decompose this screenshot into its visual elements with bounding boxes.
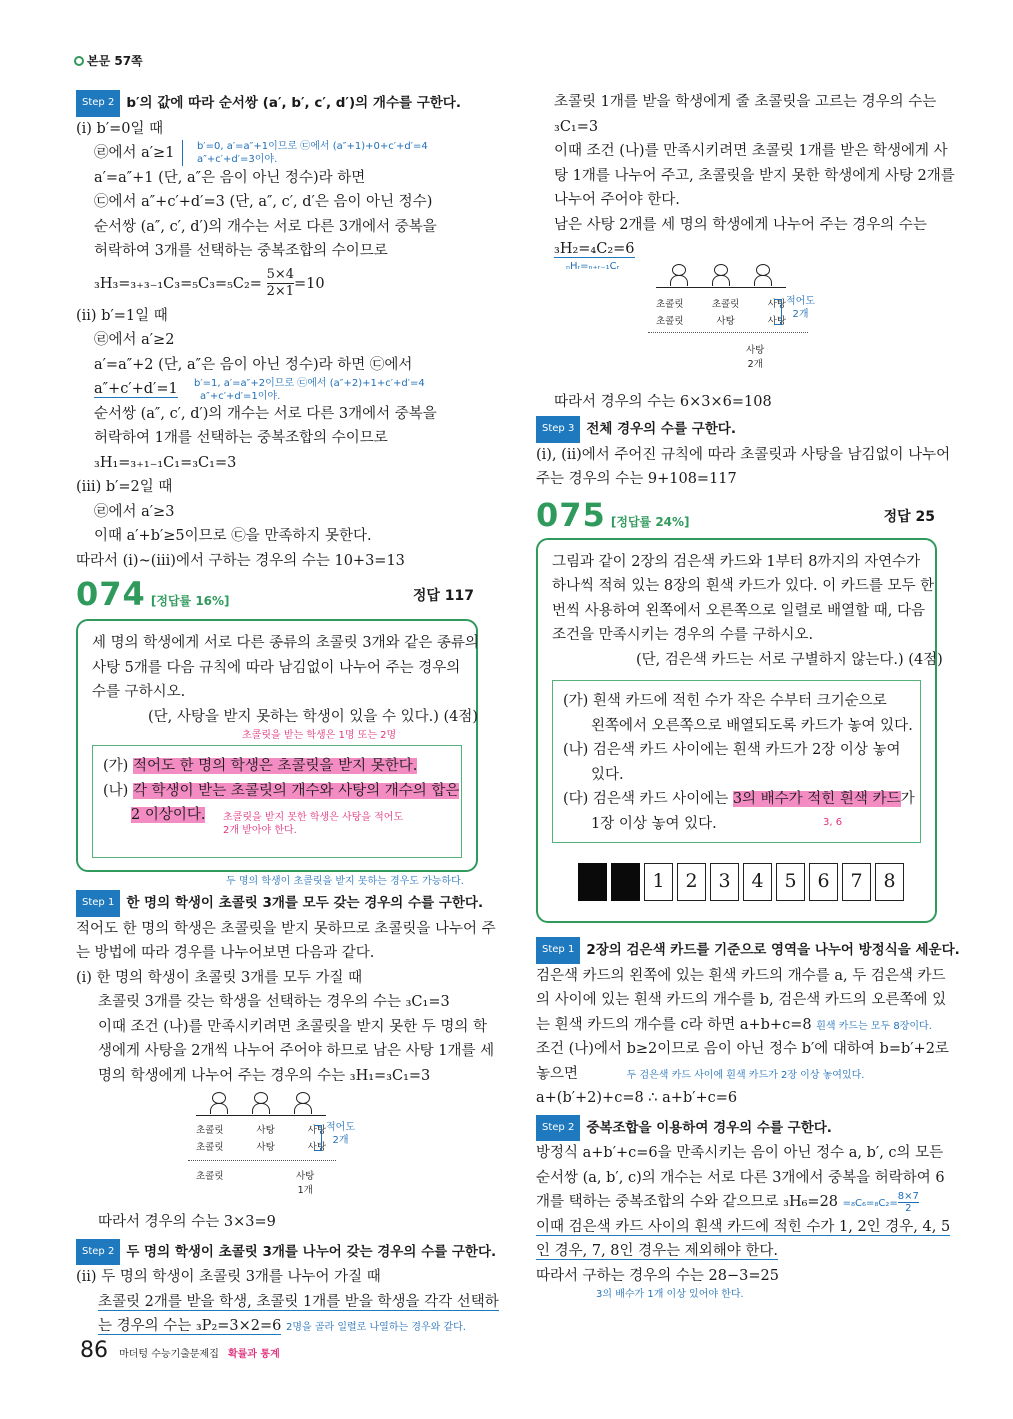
s1-line: 는 방법에 따라 경우를 나누어보면 다음과 같다.	[76, 945, 375, 961]
case2-line3: a″+c′+d′=1 b′=1, a′=a″+2이므로 ㉢에서 (a″+2)+1+c′+d′=4 a″+c′+d′=1이야.	[94, 378, 425, 402]
divider	[188, 1160, 336, 1161]
condition-na: (나) 검은색 카드 사이에는 흰색 카드가 2장 이상 놓여	[563, 742, 901, 758]
condition-ga: (가) 적어도 한 명의 학생은 초콜릿을 받지 못한다.	[103, 758, 418, 774]
correct-rate: [정답률 16%]	[150, 594, 230, 608]
correct-rate: [정답률 24%]	[610, 514, 690, 529]
question-line: 하나씩 적혀 있는 8장의 흰색 카드가 있다. 이 카드를 모두 한	[552, 578, 935, 594]
fig-label: 사탕 1개	[296, 1171, 315, 1196]
white-card: 3	[710, 863, 739, 901]
fig-row2: 초콜릿 사탕 사탕	[196, 1142, 326, 1153]
case3-title: (ⅲ) b′=2일 때	[76, 479, 173, 495]
white-card: 7	[842, 863, 871, 901]
white-card: 5	[776, 863, 805, 901]
conditions-box	[92, 745, 462, 858]
s1-heading: Step 1 한 명의 학생이 초콜릿 3개를 모두 갖는 경우의 수를 구한다.	[76, 890, 486, 917]
white-card: 6	[809, 863, 838, 901]
text-line: a+(b′+2)+c=8 ∴ a+b′+c=6	[536, 1090, 738, 1106]
fig-row1: 초콜릿 사탕 사탕	[196, 1125, 326, 1136]
student-icon	[251, 1092, 271, 1114]
s2-line: 초콜릿 2개를 받을 학생, 초콜릿 1개를 받을 학생을 각각 선택하	[98, 1293, 499, 1310]
distribution-figure-2	[566, 262, 941, 390]
case3-line2: 이때 a′+b′≥5이므로 ㉢을 만족하지 못한다.	[94, 528, 372, 544]
annotation-note: 초콜릿을 받는 학생은 1명 또는 2명	[242, 730, 397, 741]
s1-line: 초콜릿 3개를 갖는 학생을 선택하는 경우의 수는 ₃C₁=3	[98, 994, 450, 1010]
text-line: 는 흰색 카드의 개수를 c라 하면 a+b+c=8 흰색 카드는 모두 8장이다.	[536, 1016, 932, 1033]
text-line: 인 경우, 7, 8인 경우는 제외해야 한다.	[536, 1243, 779, 1259]
text-line: 조건 (나)에서 b≥2이므로 음이 아닌 정수 b′에 대하여 b=b′+2로	[536, 1041, 949, 1057]
annotation-note: 초콜릿을 받지 못한 학생은 사탕을 적어도 2개 받아야 한다.	[223, 812, 404, 836]
s1-line: 생에게 사탕을 2개씩 나누어 주어야 하므로 남은 사탕 1개를 세	[98, 1043, 495, 1059]
circle-icon	[74, 56, 84, 66]
footer	[80, 1338, 280, 1363]
answer-label: 정답 117	[412, 588, 474, 604]
case1-note: b′=0, a′=a″+1이므로 ㉢에서 (a″+1)+0+c′+d′=4 a″+c′+d′=3이야.	[182, 140, 428, 166]
text-line: 이때 조건 (나)를 만족시키려면 초콜릿 1개를 받은 학생에게 사	[554, 143, 948, 159]
student-icon	[711, 264, 731, 286]
case2-line2: a′=a″+2 (단, a″은 음이 아닌 정수)라 하면 ㉢에서	[94, 356, 413, 373]
condition-ga-2: 왼쪽에서 오른쪽으로 배열되도록 카드가 놓여 있다.	[591, 717, 913, 734]
student-icon	[209, 1092, 229, 1114]
case2-line4: 순서쌍 (a″, c′, d′)의 개수는 서로 다른 3개에서 중복을	[94, 405, 437, 422]
black-card	[578, 863, 607, 901]
text-line: 방정식 a+b′+c=6을 만족시키는 음이 아닌 정수 a, b′, c의 모든	[536, 1145, 944, 1161]
text-line: (ⅰ), (ⅱ)에서 주어진 규칙에 따라 초콜릿과 사탕을 남김없이 나누어	[536, 446, 951, 463]
case2-line5: 허락하여 1개를 선택하는 중복조합의 수이므로	[94, 430, 388, 446]
divider	[648, 332, 808, 333]
text-line: 초콜릿 1개를 받을 학생에게 줄 초콜릿을 고르는 경우의 수는	[554, 94, 937, 110]
case1-line3: ㉢에서 a″+c′+d′=3 (단, a″, c′, d′은 음이 아닌 정수)	[94, 194, 433, 210]
answer-label: 정답 25	[883, 508, 935, 525]
case1-title: (ⅰ) b′=0일 때	[76, 120, 164, 137]
annotation-note: 두 명의 학생이 초콜릿을 받지 못하는 경우도 가능하다.	[226, 876, 464, 887]
condition-da: (다) 검은색 카드 사이에는 3의 배수가 적힌 흰색 카드가	[563, 791, 915, 807]
condition-da-2: 1장 이상 놓여 있다. 3, 6	[591, 815, 843, 832]
text-line: 나누어 주어야 한다.	[554, 192, 680, 208]
white-card: 8	[875, 863, 904, 901]
step-badge: Step 2	[76, 90, 120, 117]
text-line: 주는 경우의 수는 9+108=117	[536, 471, 737, 487]
s1-line: 명의 학생에게 나누어 주는 경우의 수는 ₃H₁=₃C₁=3	[98, 1067, 431, 1084]
text-line: 의 사이에 있는 흰색 카드의 개수를 b, 검은색 카드의 오른쪽에 있	[536, 992, 947, 1008]
s3-heading: Step 3 전체 경우의 수를 구한다.	[536, 416, 941, 443]
white-card: 1	[644, 863, 673, 901]
text-line: 남은 사탕 2개를 세 명의 학생에게 나누어 주는 경우의 수는	[554, 216, 927, 233]
case1-line4: 순서쌍 (a″, c′, d′)의 개수는 서로 다른 3개에서 중복을	[94, 218, 437, 235]
fig-label: 초콜릿	[196, 1171, 224, 1182]
s1-case1: (ⅰ) 한 명의 학생이 초콜릿 3개를 모두 가질 때	[76, 969, 363, 986]
problem-074-header	[76, 575, 486, 615]
s1-line: 이때 조건 (나)를 만족시키려면 초콜릿을 받지 못한 두 명의 학	[98, 1018, 487, 1035]
case2-formula: ₃H₁=₃₊₁₋₁C₁=₃C₁=3	[94, 454, 237, 471]
question-line: 사탕 5개를 다음 규칙에 따라 남김없이 나누어 주는 경우의	[92, 659, 461, 676]
step-text: b′의 값에 따라 순서쌍 (a′, b′, c′, d′)의 개수를 구한다.	[126, 95, 461, 111]
question-line: 그림과 같이 2장의 검은색 카드와 1부터 8까지의 자연수가	[552, 553, 921, 570]
formula-note: ₙHᵣ=ₙ₊ᵣ₋₁Cᵣ	[566, 260, 620, 272]
problem-number: 074	[76, 575, 146, 613]
r-s2-heading: Step 2 중복조합을 이용하여 경우의 수를 구한다.	[536, 1115, 941, 1142]
step2-heading	[76, 90, 486, 117]
text-line: ₃C₁=3	[554, 118, 599, 135]
text-line: 개를 택하는 중복조합의 수와 같으므로 ₃H₆=28 =₈C₆=₈C₂= $\frac{8\times 7}{2}$	[536, 1190, 919, 1214]
distribution-figure-1	[196, 1088, 396, 1210]
fig-label: 사탕 2개	[746, 344, 765, 370]
text-line: 따라서 경우의 수는 6×3×6=108	[554, 393, 772, 410]
question-line: (단, 검은색 카드는 서로 구별하지 않는다.) (4점)	[636, 651, 943, 668]
brace-label: 적어도 2개	[786, 295, 815, 320]
book-title: 마더텅 수능기출문제집	[119, 1349, 219, 1360]
condition-na: (나) 각 학생이 받는 초콜릿의 개수와 사탕의 개수의 합은	[103, 782, 460, 799]
text-line: ₃H₂=₄C₂=6	[554, 241, 635, 257]
case1-line5: 허락하여 3개를 선택하는 중복조합의 수이므로	[94, 243, 388, 259]
text-line: 탕 1개를 나누어 주고, 초콜릿을 받지 못한 학생에게 사탕 2개를	[554, 167, 955, 184]
problem-number: 075	[536, 495, 606, 534]
brace	[774, 299, 782, 325]
student-icon	[293, 1092, 313, 1114]
brace	[314, 1125, 322, 1151]
s2-line: 는 경우의 수는 ₃P₂=3×2=6 2명을 골라 일렬로 나열하는 경우와 같다.	[98, 1318, 466, 1334]
left-column	[76, 90, 499, 1339]
s1-result: 따라서 경우의 수는 3×3=9	[98, 1214, 276, 1230]
case2-line1: ㉣에서 a′≥2	[94, 332, 175, 348]
case2-title: (ⅱ) b′=1일 때	[76, 307, 168, 324]
text-line: 검은색 카드의 왼쪽에 있는 흰색 카드의 개수를 a, 두 검은색 카드	[536, 967, 946, 984]
student-icon	[753, 264, 773, 286]
right-column	[536, 90, 960, 1301]
problem-075-box	[536, 538, 943, 924]
page-ref: 본문 57쪽	[74, 52, 143, 69]
question-line: 번씩 사용하여 왼쪽에서 오른쪽으로 일렬로 배열할 때, 다음	[552, 602, 926, 619]
card-row	[552, 863, 921, 907]
case2-note: b′=1, a′=a″+2이므로 ㉢에서 (a″+2)+1+c′+d′=4 a″+c′+d′=1이야.	[194, 378, 425, 402]
text-line: 놓으면 두 검은색 카드 사이에 흰색 카드가 2장 이상 놓여있다.	[536, 1065, 865, 1082]
conditions-box	[552, 680, 921, 843]
condition-ga: (가) 흰색 카드에 적힌 수가 작은 수부터 크기순으로	[563, 693, 887, 709]
problem-075-header	[536, 496, 941, 536]
text-line: 이때 검은색 카드 사이의 흰색 카드에 적힌 수가 1, 2인 경우, 4, 5	[536, 1218, 951, 1235]
fig-row1: 초콜릿 초콜릿 사탕	[656, 298, 786, 310]
annotation-note: 3의 배수가 1개 이상 있어야 한다.	[596, 1289, 744, 1300]
students-row	[656, 264, 786, 288]
black-card	[611, 863, 640, 901]
question-line: 조건을 만족시키는 경우의 수를 구하시오.	[552, 627, 814, 643]
student-icon	[669, 264, 689, 286]
condition-na-2: 2 이상이다. 초콜릿을 받지 못한 학생은 사탕을 적어도 2개 받아야 한다.	[131, 807, 404, 836]
problem-074-box	[76, 619, 478, 872]
case3-line1: ㉣에서 a′≥3	[94, 503, 175, 520]
text-line: 따라서 구하는 경우의 수는 28−3=25	[536, 1267, 779, 1284]
text-line: 순서쌍 (a, b′, c)의 개수는 서로 다른 3개에서 중복을 허락하여 6	[536, 1169, 945, 1186]
white-card: 4	[743, 863, 772, 901]
question-line: (단, 사탕을 받지 못하는 학생이 있을 수 있다.) (4점)	[148, 708, 479, 725]
question-line: 세 명의 학생에게 서로 다른 종류의 초콜릿 3개와 같은 종류의	[92, 635, 479, 651]
condition-na-2: 있다.	[591, 766, 624, 783]
conclusion: 따라서 (ⅰ)~(ⅲ)에서 구하는 경우의 수는 10+3=13	[76, 552, 405, 569]
s2-case: (ⅱ) 두 명의 학생이 초콜릿 3개를 나누어 가질 때	[76, 1269, 381, 1285]
case1-line2: a′=a″+1 (단, a″은 음이 아닌 정수)라 하면	[94, 169, 366, 186]
students-row	[196, 1092, 326, 1116]
case1-line1: ㉣에서 a′≥1 b′=0, a′=a″+1이므로 ㉢에서 (a″+1)+0+c′+d′=4 a″+c′+d′=3이야.	[94, 141, 428, 165]
question-line: 수를 구하시오.	[92, 684, 186, 700]
page-number: 86	[80, 1338, 108, 1363]
brace-label: 적어도 2개	[326, 1122, 355, 1146]
white-card: 2	[677, 863, 706, 901]
fig-row2: 초콜릿 사탕 사탕	[656, 315, 786, 327]
case1-formula: ₃H₃=₃₊₃₋₁C₃=₅C₃=₅C₂= $\frac{5\times 4}{2\times 1}$ =10	[94, 267, 325, 299]
subject: 확률과 통계	[227, 1349, 280, 1360]
r-s1-heading: Step 1 2장의 검은색 카드를 기준으로 영역을 나누어 방정식을 세운다.	[536, 937, 941, 964]
s2-heading: Step 2 두 명의 학생이 초콜릿 3개를 나누어 갖는 경우의 수를 구한다.	[76, 1239, 486, 1266]
s1-line: 적어도 한 명의 학생은 초콜릿을 받지 못하므로 초콜릿을 나누어 주	[76, 920, 496, 937]
